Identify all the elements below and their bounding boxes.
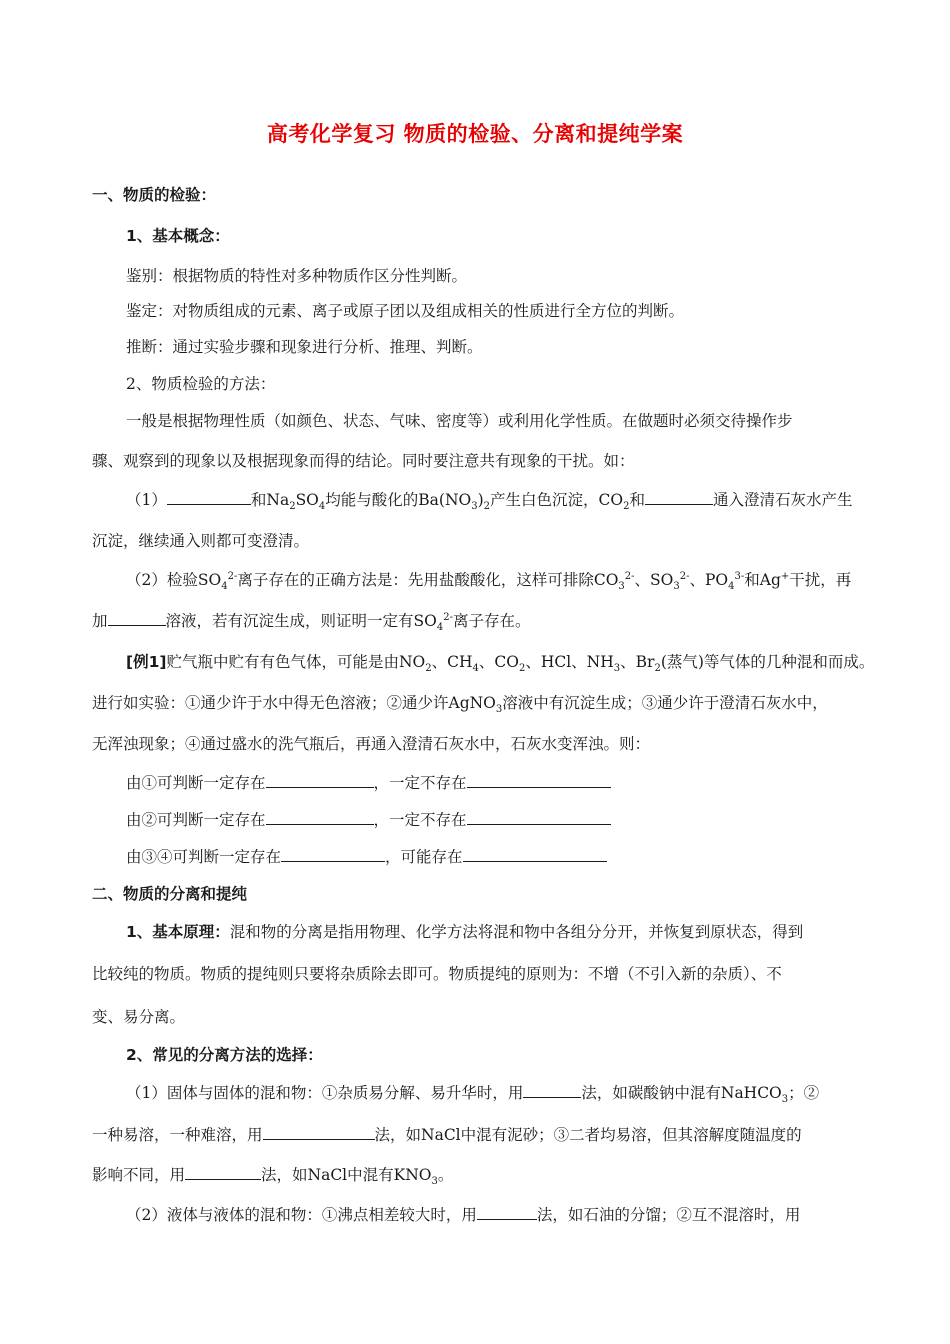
question-2-line-1: （2）检验$SO_4^{2-}$离子存在的正确方法是：先用盐酸酸化，这样可排除$CO_3^{2-}$、$SO_3^{2-}$、$PO_4^{3-}$和Ag+干扰，再: [126, 570, 852, 593]
question-2-line-2: 加 溶液，若有沉淀生成，则证明一定有$SO_4^{2-}$离子存在。: [92, 611, 531, 634]
answer-blank[interactable]: [263, 1125, 375, 1140]
principle-label: 1、基本原理：: [126, 923, 230, 941]
question-1-line-1: （1） 和$Na_2SO_4$均能与酸化的$Ba(NO_3)_2$产生白色沉淀，$CO_2$和 通入澄清石灰水产生: [126, 491, 853, 513]
question-1-line-2: 沉淀，继续通入则都可变澄清。: [92, 532, 310, 550]
answer-blank[interactable]: [167, 490, 251, 505]
answer-blank[interactable]: [266, 810, 374, 825]
answer-blank[interactable]: [467, 773, 611, 788]
example-1-line-3: 无浑浊现象；④通过盛水的洗气瓶后，再通入澄清石灰水中，石灰水变浑浊。则：: [92, 735, 651, 753]
separation-methods-heading: 2、常见的分离方法的选择：: [126, 1046, 323, 1064]
answer-blank[interactable]: [463, 847, 607, 862]
principle-line-3: 变、易分离。: [92, 1008, 186, 1026]
answer-blank[interactable]: [523, 1083, 581, 1098]
answer-blank[interactable]: [185, 1165, 261, 1180]
section-2-heading: 二、物质的分离和提纯: [92, 885, 248, 903]
example-1-row-3: 由③④可判断一定存在 ，可能存在: [126, 847, 607, 867]
answer-blank[interactable]: [281, 847, 385, 862]
method-heading: 2、物质检验的方法：: [126, 375, 276, 393]
answer-blank[interactable]: [477, 1205, 537, 1220]
example-1-row-2: 由②可判断一定存在 ，一定不存在: [126, 810, 611, 830]
solid-mixture-line-1: （1）固体与固体的混和物：①杂质易分解、易升华时，用 法，如碳酸钠中混有NaHCO$_3$；②: [126, 1084, 820, 1106]
example-1-row-1: 由①可判断一定存在 ，一定不存在: [126, 773, 611, 793]
answer-blank[interactable]: [108, 611, 166, 626]
example-tag: [例1]: [126, 653, 167, 671]
method-paragraph-line-1: 一般是根据物理性质（如颜色、状态、气味、密度等）或利用化学性质。在做题时必须交待操作步: [126, 412, 793, 430]
definition-tuiduan: 推断：通过实验步骤和现象进行分析、推理、判断。: [126, 338, 483, 356]
question-1-number: （1）: [126, 491, 167, 509]
liquid-mixture-line-1: （2）液体与液体的混和物：①沸点相差较大时，用 法，如石油的分馏；②互不混溶时，用: [126, 1206, 801, 1224]
solid-mixture-line-2: 一种易溶，一种难溶，用 法，如NaCl中混有泥砂；③二者均易溶，但其溶解度随温度的: [92, 1126, 802, 1144]
principle-line-1: 1、基本原理：混和物的分离是指用物理、化学方法将混和物中各组分分开，并恢复到原状态，得到: [126, 923, 804, 941]
method-paragraph-line-2: 骤、观察到的现象以及根据现象而得的结论。同时要注意共有现象的干扰。如：: [92, 452, 635, 470]
answer-blank[interactable]: [467, 810, 611, 825]
section-1-heading: 一、物质的检验：: [92, 186, 217, 204]
answer-blank[interactable]: [266, 773, 374, 788]
principle-line-2: 比较纯的物质。物质的提纯则只要将杂质除去即可。物质提纯的原则为：不增（不引入新的杂质）、不: [92, 965, 782, 983]
page-title: 高考化学复习 物质的检验、分离和提纯学案: [266, 122, 684, 146]
example-1-line-2: 进行如实验：①通少许于水中得无色溶液；②通少许AgNO$_3$溶液中有沉淀生成；③通少许于澄清石灰水中，: [92, 694, 828, 716]
definition-jianding: 鉴定：对物质组成的元素、离子或原子团以及组成相关的性质进行全方位的判断。: [126, 302, 685, 320]
definition-jianbie: 鉴别：根据物质的特性对多种物质作区分性判断。: [126, 267, 468, 285]
example-1-line-1: [例1]贮气瓶中贮有有色气体，可能是由$NO_2$、$CH_4$、$CO_2$、HCl、$NH_3$、$Br_2$(蒸气)等气体的几种混和而成。: [126, 653, 875, 675]
answer-blank[interactable]: [645, 490, 713, 505]
solid-mixture-line-3: 影响不同，用 法，如NaCl中混有$KNO_3$。: [92, 1166, 454, 1188]
basic-concepts-heading: 1、基本概念：: [126, 227, 230, 245]
